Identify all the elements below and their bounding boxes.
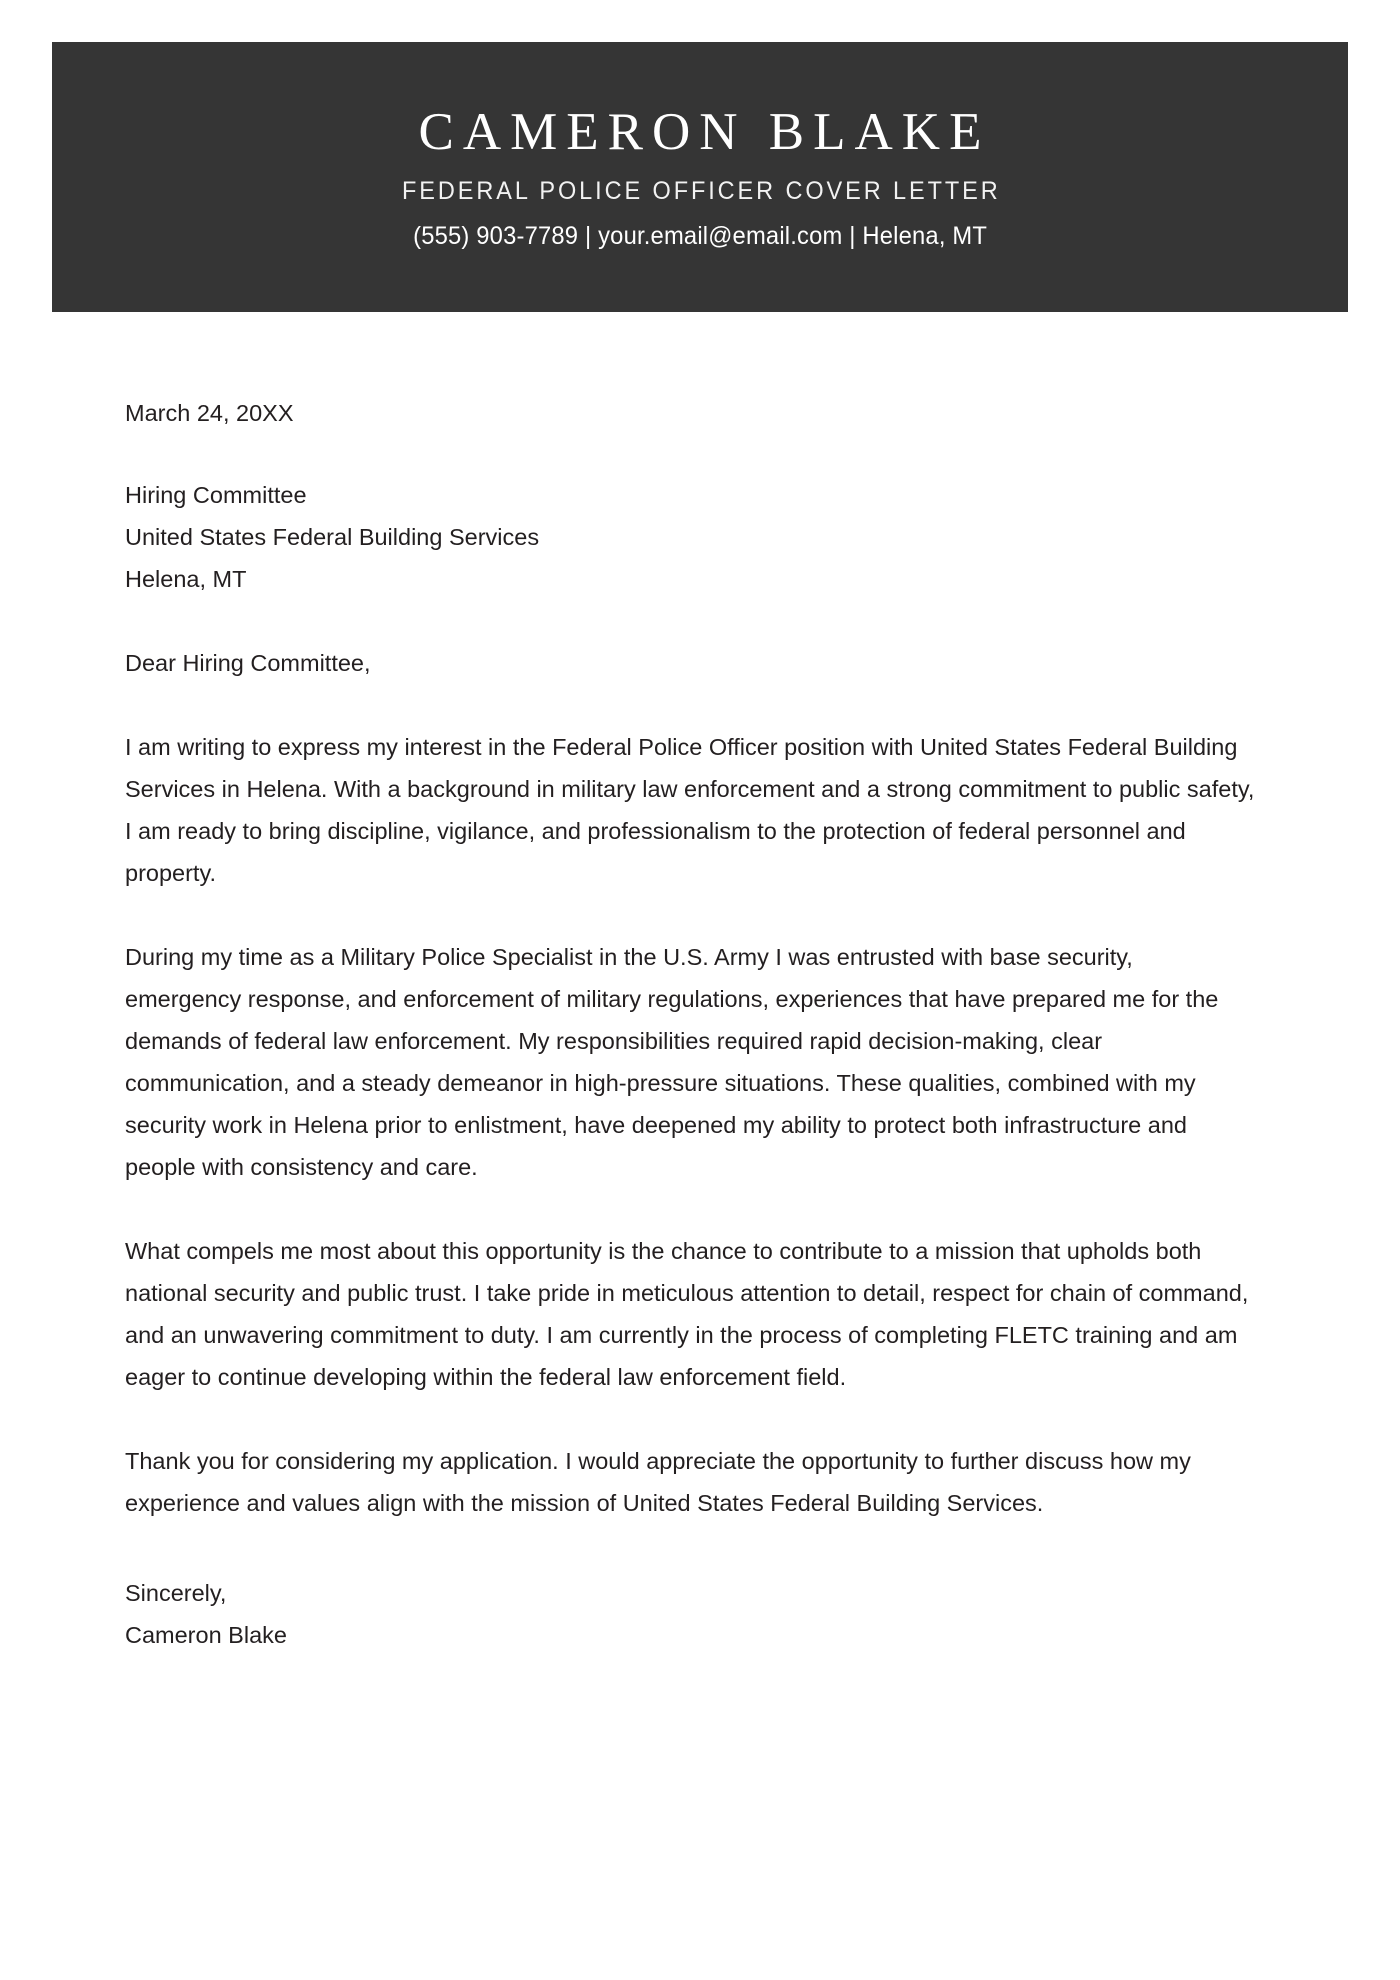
recipient-name: Hiring Committee — [125, 482, 307, 508]
signature-block — [125, 1572, 1255, 1656]
applicant-name: CAMERON BLAKE — [418, 102, 991, 161]
date-block — [125, 392, 1255, 434]
letter-body — [125, 392, 1255, 1656]
document-subtitle: FEDERAL POLICE OFFICER COVER LETTER — [402, 177, 1001, 206]
signature-name: Cameron Blake — [125, 1622, 287, 1648]
paragraph-text: What compels me most about this opportunity is the chance to contribute to a mission that upholds both national security and public trust. I take pride in meticulous attention to detail, respect for chain of command, and an unwavering commitment to duty. I am currently in the process of completing FLETC training and am eager to continue developing within the federal law enforcement field. — [125, 1238, 1249, 1390]
body-paragraph-4 — [125, 1440, 1255, 1524]
paragraph-text: During my time as a Military Police Specialist in the U.S. Army I was entrusted with base security, emergency response, and enforcement of military regulations, experiences that have prepared me for the demands of federal law enforcement. My responsibilities required rapid decision-making, clear communication, and a steady demeanor in high-pressure situations. These qualities, combined with my security work in Helena prior to enlistment, have deepened my ability to protect both infrastructure and people with consistency and care. — [125, 944, 1219, 1180]
body-paragraph-3 — [125, 1230, 1255, 1398]
paragraph-text: I am writing to express my interest in the Federal Police Officer position with United States Federal Building Services in Helena. With a background in military law enforcement and a strong commitment to public safety, I am ready to bring discipline, vigilance, and professionalism to the protection of federal personnel and property. — [125, 734, 1255, 886]
paragraph-text: Thank you for considering my application. I would appreciate the opportunity to further discuss how my experience and values align with the mission of United States Federal Building Services. — [125, 1448, 1191, 1516]
recipient-organization: United States Federal Building Services — [125, 524, 540, 550]
closing-salutation: Sincerely, — [125, 1580, 227, 1606]
letter-date: March 24, 20XX — [125, 400, 294, 426]
recipient-location: Helena, MT — [125, 566, 247, 592]
salutation-block — [125, 642, 1255, 684]
recipient-address-block — [125, 474, 1255, 600]
contact-info-line: (555) 903-7789 | your.email@email.com | Helena, MT — [413, 222, 987, 251]
salutation: Dear Hiring Committee, — [125, 650, 371, 676]
body-paragraph-2 — [125, 936, 1255, 1188]
body-paragraph-1 — [125, 726, 1255, 894]
letterhead-header — [52, 42, 1348, 312]
